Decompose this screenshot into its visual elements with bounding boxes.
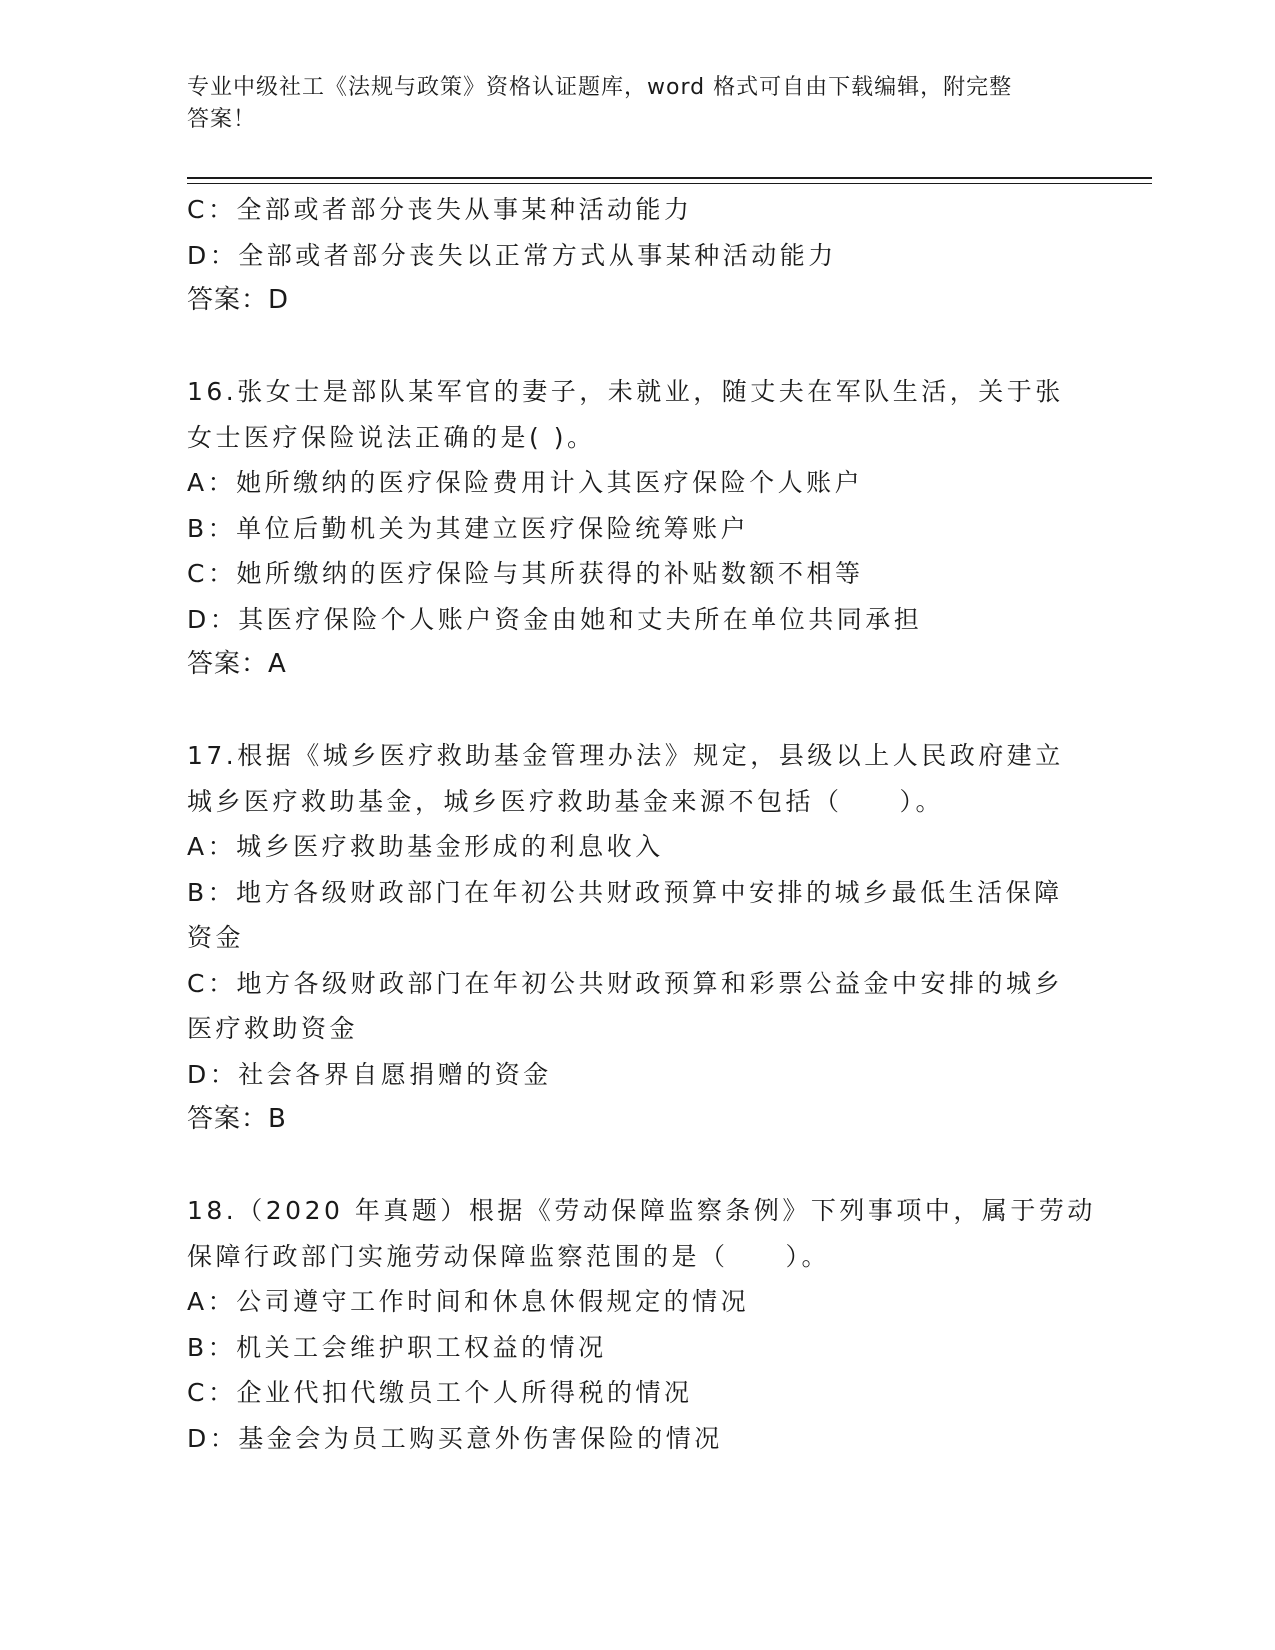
spacer — [187, 324, 1087, 370]
option-c: C：地方各级财政部门在年初公共财政预算和彩票公益金中安排的城乡 — [187, 968, 1063, 998]
header-line-1: 专业中级社工《法规与政策》资格认证题库，word 格式可自由下载编辑，附完整 — [187, 75, 1013, 100]
question-content — [187, 187, 1096, 1461]
option-d: D：基金会为员工购买意外伤害保险的情况 — [187, 1423, 723, 1453]
question-stem-cont: 女士医疗保险说法正确的是( )。 — [187, 422, 596, 452]
answer-line: 答案：A — [187, 649, 287, 679]
question-stem: 16.张女士是部队某军官的妻子，未就业，随丈夫在军队生活，关于张 — [187, 377, 1064, 406]
page-header — [187, 72, 1067, 136]
question-block-16 — [187, 369, 1087, 688]
answer-line: 答案：D — [187, 285, 290, 315]
option-b-cont: 资金 — [187, 923, 245, 952]
option-a: A：公司遵守工作时间和休息休假规定的情况 — [187, 1287, 750, 1316]
option-c: C：企业代扣代缴员工个人所得税的情况 — [187, 1378, 693, 1407]
question-stem-cont: 保障行政部门实施劳动保障监察范围的是（ ）。 — [187, 1241, 831, 1271]
option-d: D：全部或者部分丧失以正常方式从事某种活动能力 — [187, 240, 837, 270]
question-stem: 17.根据《城乡医疗救助基金管理办法》规定，县级以上人民政府建立 — [187, 741, 1064, 770]
question-block-18 — [187, 1188, 1096, 1461]
question-block-15 — [187, 187, 1087, 324]
option-c: C：她所缴纳的医疗保险与其所获得的补贴数额不相等 — [187, 559, 864, 588]
header-rule-thick — [187, 177, 1152, 179]
header-line-2: 答案！ — [187, 107, 257, 132]
spacer — [187, 688, 1087, 734]
option-a: A：城乡医疗救助基金形成的利息收入 — [187, 832, 664, 861]
answer-line: 答案：B — [187, 1104, 287, 1134]
option-c-cont: 医疗救助资金 — [187, 1014, 359, 1043]
header-rule-thin — [187, 183, 1152, 184]
question-stem-cont: 城乡医疗救助基金，城乡医疗救助基金来源不包括（ ）。 — [187, 786, 945, 816]
option-b: B：地方各级财政部门在年初公共财政预算中安排的城乡最低生活保障 — [187, 877, 1063, 907]
option-b: B：单位后勤机关为其建立医疗保险统筹账户 — [187, 513, 750, 543]
question-stem: 18.（2020 年真题）根据《劳动保障监察条例》下列事项中，属于劳动 — [187, 1196, 1096, 1225]
question-block-17 — [187, 733, 1087, 1143]
option-c: C：全部或者部分丧失从事某种活动能力 — [187, 195, 693, 224]
option-d: D：社会各界自愿捐赠的资金 — [187, 1059, 552, 1089]
option-b: B：机关工会维护职工权益的情况 — [187, 1332, 607, 1362]
spacer — [187, 1143, 1087, 1189]
option-a: A：她所缴纳的医疗保险费用计入其医疗保险个人账户 — [187, 468, 864, 497]
option-d: D：其医疗保险个人账户资金由她和丈夫所在单位共同承担 — [187, 604, 923, 634]
